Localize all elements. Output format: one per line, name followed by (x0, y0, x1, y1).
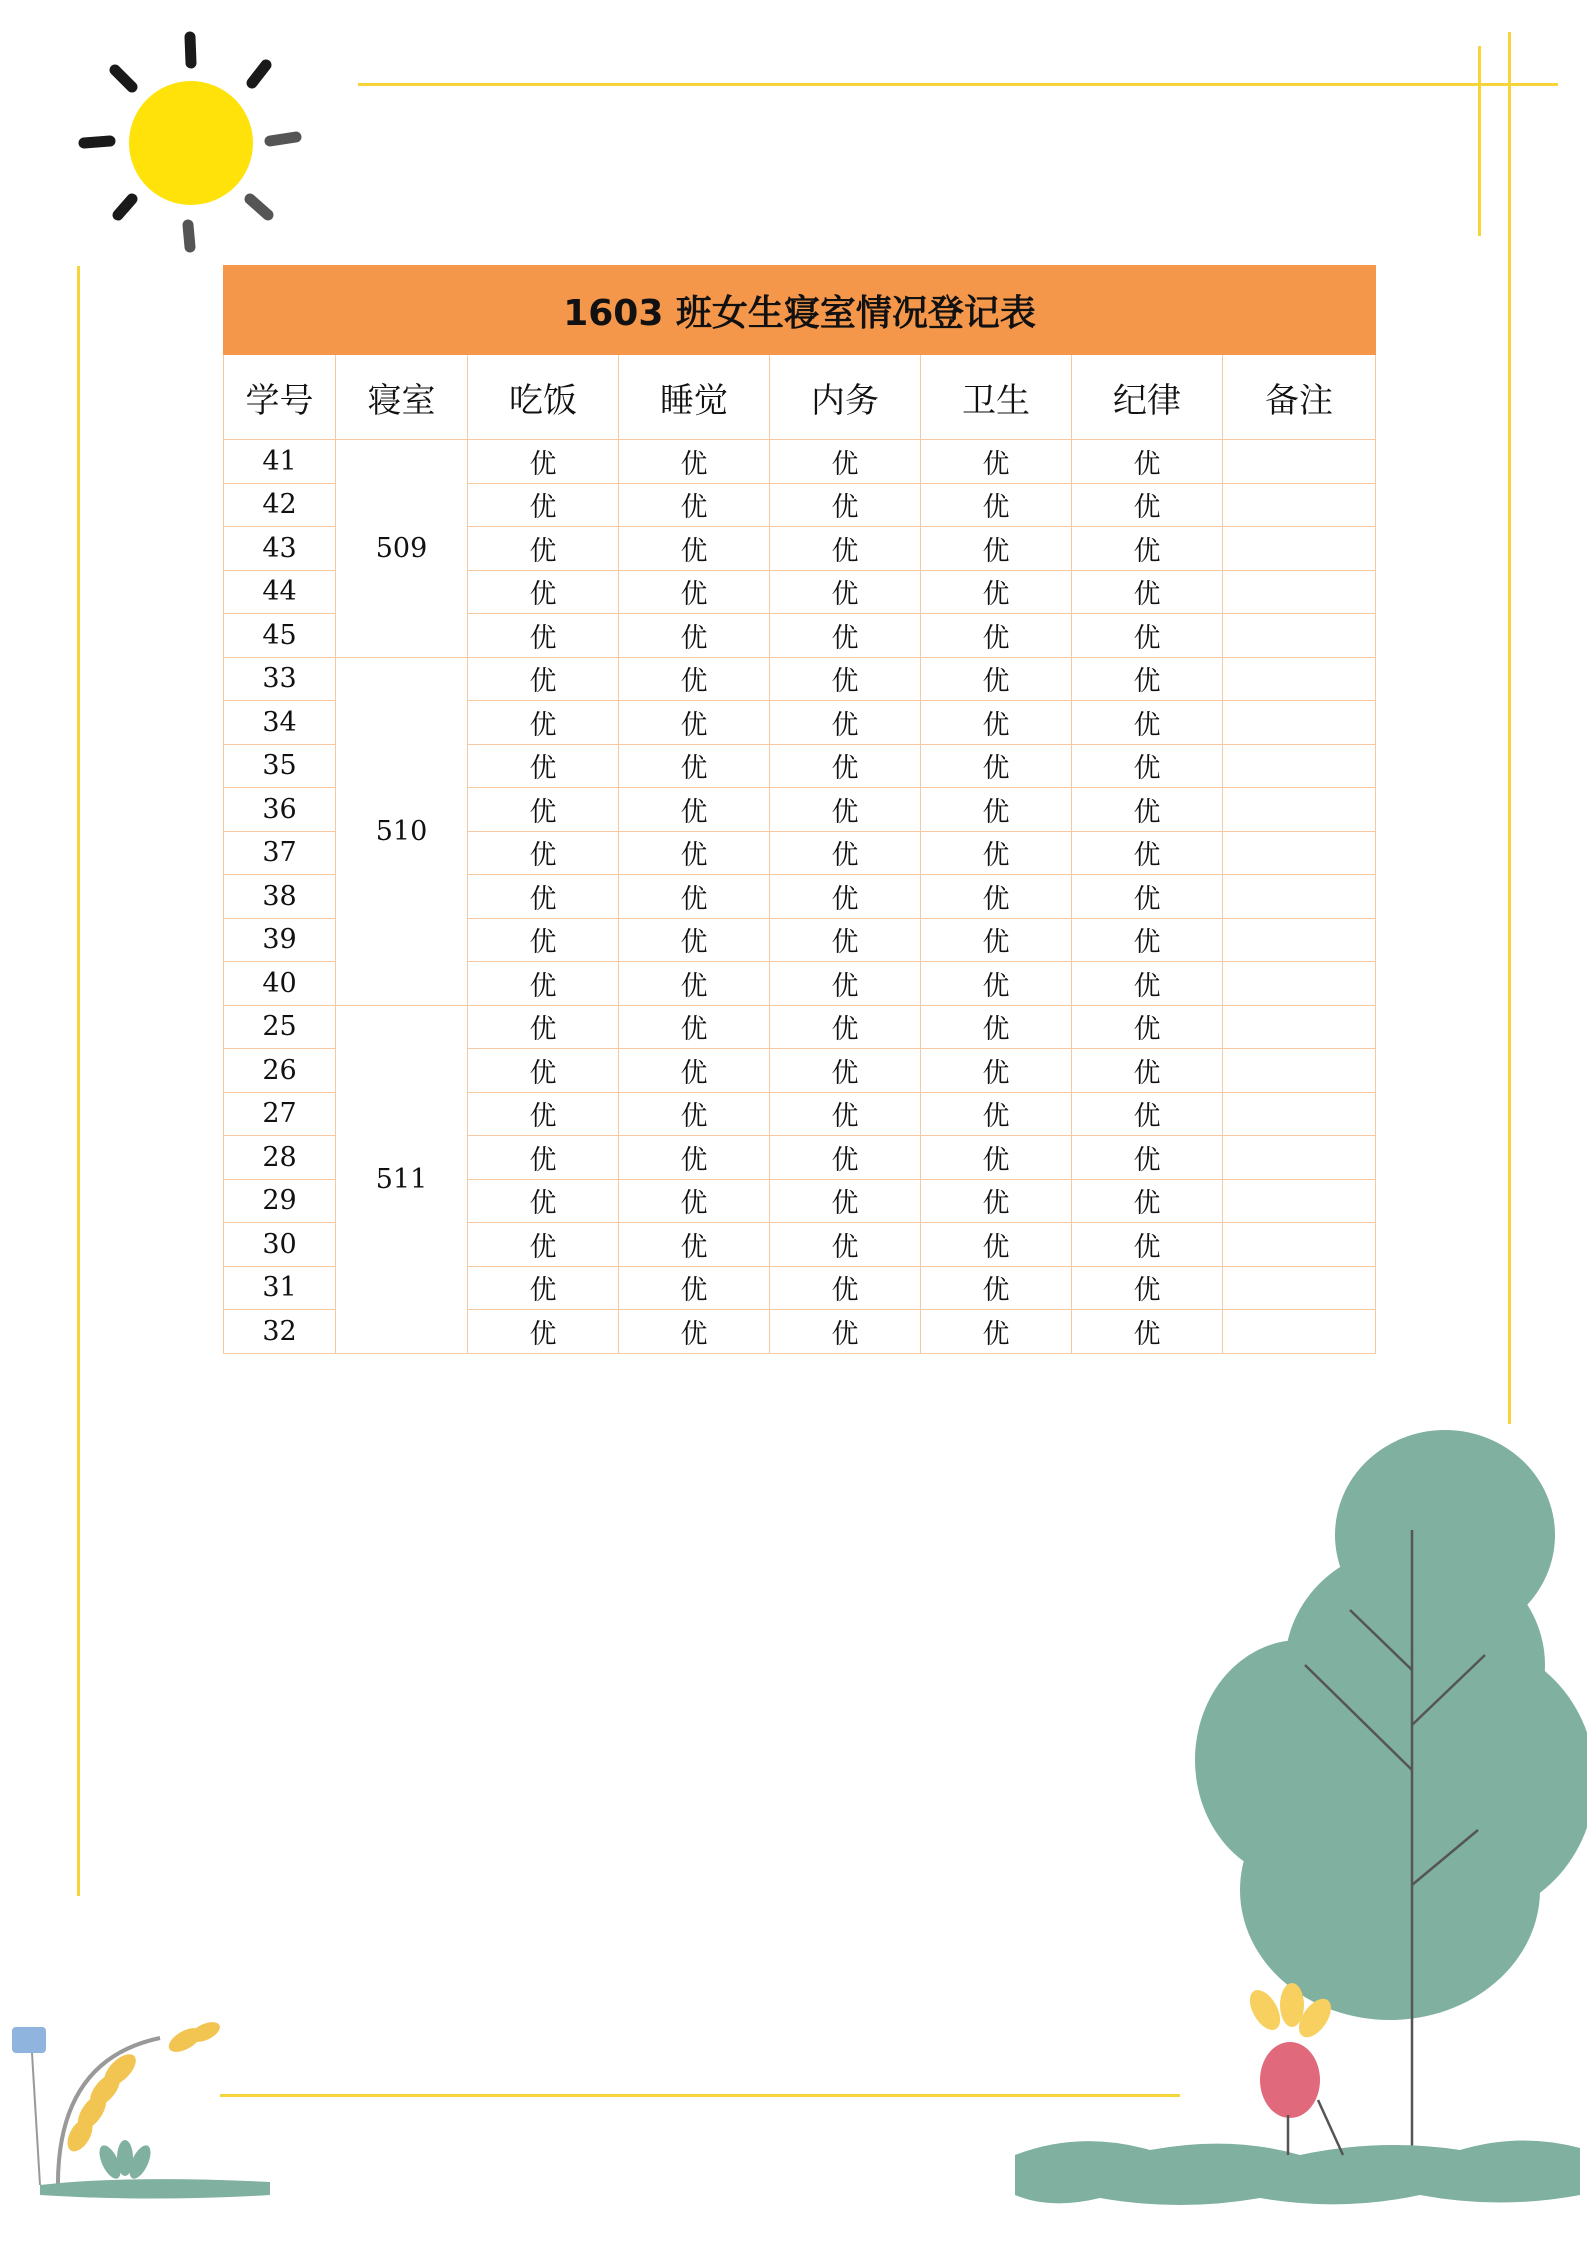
score-cell: 优 (468, 1092, 619, 1136)
score-cell: 优 (770, 1049, 921, 1093)
student-id-cell: 45 (224, 614, 336, 658)
score-cell: 优 (770, 614, 921, 658)
score-cell: 优 (1072, 1310, 1223, 1354)
score-cell: 优 (619, 744, 770, 788)
student-id-cell: 30 (224, 1223, 336, 1267)
score-cell: 优 (619, 614, 770, 658)
score-cell: 优 (770, 701, 921, 745)
score-cell: 优 (921, 875, 1072, 919)
score-cell: 优 (921, 831, 1072, 875)
score-cell: 优 (1072, 1179, 1223, 1223)
score-cell: 优 (770, 1092, 921, 1136)
score-cell: 优 (619, 657, 770, 701)
score-cell: 优 (619, 1136, 770, 1180)
student-id-cell: 26 (224, 1049, 336, 1093)
score-cell: 优 (619, 1179, 770, 1223)
score-cell: 优 (619, 1049, 770, 1093)
score-cell: 优 (770, 657, 921, 701)
table-row (224, 1005, 1376, 1049)
score-cell: 优 (619, 831, 770, 875)
score-cell: 优 (770, 744, 921, 788)
table-body (224, 440, 1376, 1354)
score-cell: 优 (921, 614, 1072, 658)
score-cell: 优 (619, 788, 770, 832)
student-id-cell: 44 (224, 570, 336, 614)
score-cell: 优 (1072, 1223, 1223, 1267)
tree-illustration (1000, 1420, 1587, 2220)
note-cell (1223, 1266, 1376, 1310)
note-cell (1223, 483, 1376, 527)
score-cell: 优 (921, 918, 1072, 962)
note-cell (1223, 440, 1376, 484)
note-cell (1223, 1049, 1376, 1093)
score-cell: 优 (1072, 744, 1223, 788)
grass-and-flowers-illustration (0, 1940, 300, 2220)
blue-flower-icon (12, 2027, 46, 2053)
score-cell: 优 (468, 440, 619, 484)
score-cell: 优 (921, 570, 1072, 614)
score-cell: 优 (921, 1223, 1072, 1267)
score-cell: 优 (921, 1136, 1072, 1180)
score-cell: 优 (619, 875, 770, 919)
frame-line-top-right-vertical (1478, 46, 1481, 236)
score-cell: 优 (770, 1266, 921, 1310)
note-cell (1223, 831, 1376, 875)
score-cell: 优 (921, 1310, 1072, 1354)
score-cell: 优 (921, 701, 1072, 745)
score-cell: 优 (921, 527, 1072, 571)
score-cell: 优 (1072, 1266, 1223, 1310)
score-cell: 优 (1072, 614, 1223, 658)
student-id-cell: 35 (224, 744, 336, 788)
score-cell: 优 (468, 918, 619, 962)
score-cell: 优 (1072, 657, 1223, 701)
score-cell: 优 (619, 570, 770, 614)
score-cell: 优 (619, 1310, 770, 1354)
score-cell: 优 (770, 1136, 921, 1180)
score-cell: 优 (770, 483, 921, 527)
note-cell (1223, 701, 1376, 745)
score-cell: 优 (921, 657, 1072, 701)
student-id-cell: 37 (224, 831, 336, 875)
note-cell (1223, 657, 1376, 701)
column-header: 卫生 (921, 355, 1072, 440)
score-cell: 优 (1072, 918, 1223, 962)
score-cell: 优 (468, 1266, 619, 1310)
score-cell: 优 (921, 1092, 1072, 1136)
score-cell: 优 (468, 788, 619, 832)
score-cell: 优 (921, 788, 1072, 832)
sun-illustration (70, 25, 310, 265)
frame-line-right (1508, 32, 1511, 1424)
note-cell (1223, 788, 1376, 832)
note-cell (1223, 1136, 1376, 1180)
score-cell: 优 (619, 1223, 770, 1267)
score-cell: 优 (921, 440, 1072, 484)
score-cell: 优 (468, 875, 619, 919)
score-cell: 优 (921, 1049, 1072, 1093)
note-cell (1223, 962, 1376, 1006)
note-cell (1223, 875, 1376, 919)
student-id-cell: 43 (224, 527, 336, 571)
column-header: 纪律 (1072, 355, 1223, 440)
student-id-cell: 25 (224, 1005, 336, 1049)
score-cell: 优 (1072, 570, 1223, 614)
student-id-cell: 42 (224, 483, 336, 527)
score-cell: 优 (1072, 1092, 1223, 1136)
table-header-row (224, 355, 1376, 440)
column-header: 寝室 (336, 355, 468, 440)
score-cell: 优 (468, 1310, 619, 1354)
score-cell: 优 (468, 657, 619, 701)
note-cell (1223, 1005, 1376, 1049)
student-id-cell: 28 (224, 1136, 336, 1180)
score-cell: 优 (619, 483, 770, 527)
score-cell: 优 (619, 701, 770, 745)
score-cell: 优 (1072, 831, 1223, 875)
score-cell: 优 (921, 744, 1072, 788)
score-cell: 优 (619, 918, 770, 962)
score-cell: 优 (468, 962, 619, 1006)
score-cell: 优 (770, 875, 921, 919)
dorm-registration-table (223, 265, 1376, 1354)
student-id-cell: 39 (224, 918, 336, 962)
score-cell: 优 (1072, 527, 1223, 571)
column-header: 学号 (224, 355, 336, 440)
note-cell (1223, 527, 1376, 571)
score-cell: 优 (1072, 1136, 1223, 1180)
score-cell: 优 (770, 1005, 921, 1049)
score-cell: 优 (1072, 1005, 1223, 1049)
score-cell: 优 (468, 744, 619, 788)
student-id-cell: 29 (224, 1179, 336, 1223)
score-cell: 优 (468, 483, 619, 527)
student-id-cell: 41 (224, 440, 336, 484)
score-cell: 优 (1072, 962, 1223, 1006)
score-cell: 优 (468, 1179, 619, 1223)
score-cell: 优 (468, 1049, 619, 1093)
flower-bush-icon (1244, 1983, 1343, 2155)
score-cell: 优 (1072, 483, 1223, 527)
score-cell: 优 (770, 831, 921, 875)
table-title: 1603 班女生寝室情况登记表 (224, 266, 1376, 355)
score-cell: 优 (770, 1223, 921, 1267)
note-cell (1223, 1179, 1376, 1223)
score-cell: 优 (468, 570, 619, 614)
student-id-cell: 27 (224, 1092, 336, 1136)
score-cell: 优 (921, 1266, 1072, 1310)
column-header: 吃饭 (468, 355, 619, 440)
score-cell: 优 (921, 483, 1072, 527)
student-id-cell: 34 (224, 701, 336, 745)
score-cell: 优 (1072, 788, 1223, 832)
column-header: 睡觉 (619, 355, 770, 440)
room-cell: 511 (336, 1005, 468, 1353)
note-cell (1223, 744, 1376, 788)
room-cell: 510 (336, 657, 468, 1005)
score-cell: 优 (921, 962, 1072, 1006)
score-cell: 优 (921, 1005, 1072, 1049)
student-id-cell: 31 (224, 1266, 336, 1310)
score-cell: 优 (468, 527, 619, 571)
student-id-cell: 40 (224, 962, 336, 1006)
score-cell: 优 (468, 1223, 619, 1267)
score-cell: 优 (468, 1136, 619, 1180)
score-cell: 优 (770, 527, 921, 571)
score-cell: 优 (619, 1266, 770, 1310)
student-id-cell: 36 (224, 788, 336, 832)
score-cell: 优 (468, 614, 619, 658)
score-cell: 优 (619, 1092, 770, 1136)
table-row (224, 440, 1376, 484)
score-cell: 优 (770, 440, 921, 484)
note-cell (1223, 1310, 1376, 1354)
column-header: 备注 (1223, 355, 1376, 440)
note-cell (1223, 614, 1376, 658)
sun-disc (129, 81, 253, 205)
score-cell: 优 (1072, 440, 1223, 484)
note-cell (1223, 570, 1376, 614)
table-row (224, 657, 1376, 701)
score-cell: 优 (770, 788, 921, 832)
note-cell (1223, 918, 1376, 962)
score-cell: 优 (468, 831, 619, 875)
score-cell: 优 (619, 440, 770, 484)
score-cell: 优 (468, 701, 619, 745)
score-cell: 优 (770, 962, 921, 1006)
score-cell: 优 (1072, 875, 1223, 919)
note-cell (1223, 1092, 1376, 1136)
student-id-cell: 32 (224, 1310, 336, 1354)
frame-line-left (77, 266, 80, 1896)
student-id-cell: 33 (224, 657, 336, 701)
score-cell: 优 (770, 570, 921, 614)
score-cell: 优 (619, 527, 770, 571)
score-cell: 优 (770, 1179, 921, 1223)
column-header: 内务 (770, 355, 921, 440)
score-cell: 优 (619, 962, 770, 1006)
room-cell: 509 (336, 440, 468, 658)
note-cell (1223, 1223, 1376, 1267)
grass-strip (1015, 2140, 1580, 2205)
score-cell: 优 (770, 918, 921, 962)
score-cell: 优 (619, 1005, 770, 1049)
frame-line-top (358, 83, 1558, 86)
score-cell: 优 (1072, 1049, 1223, 1093)
score-cell: 优 (1072, 701, 1223, 745)
score-cell: 优 (770, 1310, 921, 1354)
student-id-cell: 38 (224, 875, 336, 919)
score-cell: 优 (468, 1005, 619, 1049)
score-cell: 优 (921, 1179, 1072, 1223)
